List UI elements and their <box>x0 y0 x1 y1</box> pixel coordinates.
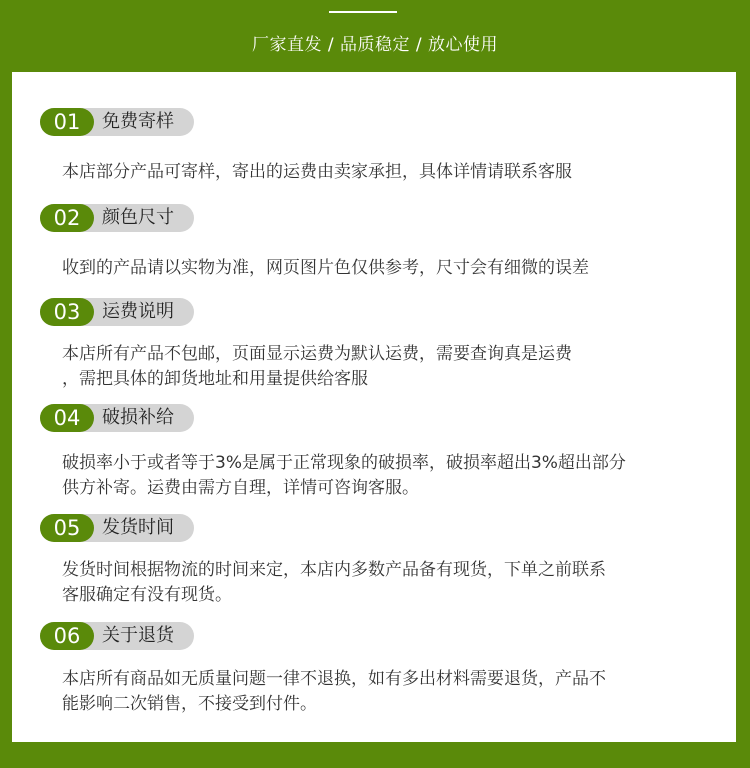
section-title: 免费寄样 <box>102 111 174 132</box>
section-title: 发货时间 <box>102 517 174 538</box>
section-number-badge: 06 <box>40 622 94 650</box>
section-title: 关于退货 <box>102 625 174 646</box>
description-line: 收到的产品请以实物为准，网页图片色仅供参考，尺寸会有细微的误差 <box>62 258 589 278</box>
section-header-pill <box>40 204 194 232</box>
section-header-pill <box>40 514 194 542</box>
description-line: ，需把具体的卸货地址和用量提供给客服 <box>62 369 368 389</box>
section-title: 运费说明 <box>102 301 174 322</box>
section-number-badge: 04 <box>40 404 94 432</box>
description-line: 本店部分产品可寄样，寄出的运费由卖家承担，具体详情请联系客服 <box>62 162 572 182</box>
section-header-pill <box>40 108 194 136</box>
section-description <box>62 256 702 281</box>
section-header-pill <box>40 404 194 432</box>
description-line: 发货时间根据物流的时间来定，本店内多数产品备有现货，下单之前联系 <box>62 560 606 580</box>
section-description <box>62 451 702 501</box>
description-line: 客服确定有没有现货。 <box>62 585 232 605</box>
description-line: 供方补寄。运费由需方自理，详情可咨询客服。 <box>62 478 419 498</box>
section-number-badge: 05 <box>40 514 94 542</box>
description-line: 能影响二次销售，不接受到付件。 <box>62 694 317 714</box>
section-header-pill <box>40 298 194 326</box>
header-divider-line <box>329 11 397 13</box>
section-header-pill <box>40 622 194 650</box>
description-line: 本店所有产品不包邮，页面显示运费为默认运费，需要查询真是运费 <box>62 344 572 364</box>
section-title: 破损补给 <box>102 407 174 428</box>
section-description <box>62 342 702 392</box>
description-line: 破损率小于或者等于3%是属于正常现象的破损率，破损率超出3%超出部分 <box>62 453 626 473</box>
description-line: 本店所有商品如无质量问题一律不退换，如有多出材料需要退货，产品不 <box>62 669 606 689</box>
section-title: 颜色尺寸 <box>102 207 174 228</box>
section-number-badge: 01 <box>40 108 94 136</box>
section-description <box>62 558 702 608</box>
section-description <box>62 160 702 185</box>
info-panel <box>12 72 736 742</box>
banner-title: 厂家直发 / 品质稳定 / 放心使用 <box>251 35 499 55</box>
section-description <box>62 667 702 717</box>
section-number-badge: 02 <box>40 204 94 232</box>
section-number-badge: 03 <box>40 298 94 326</box>
